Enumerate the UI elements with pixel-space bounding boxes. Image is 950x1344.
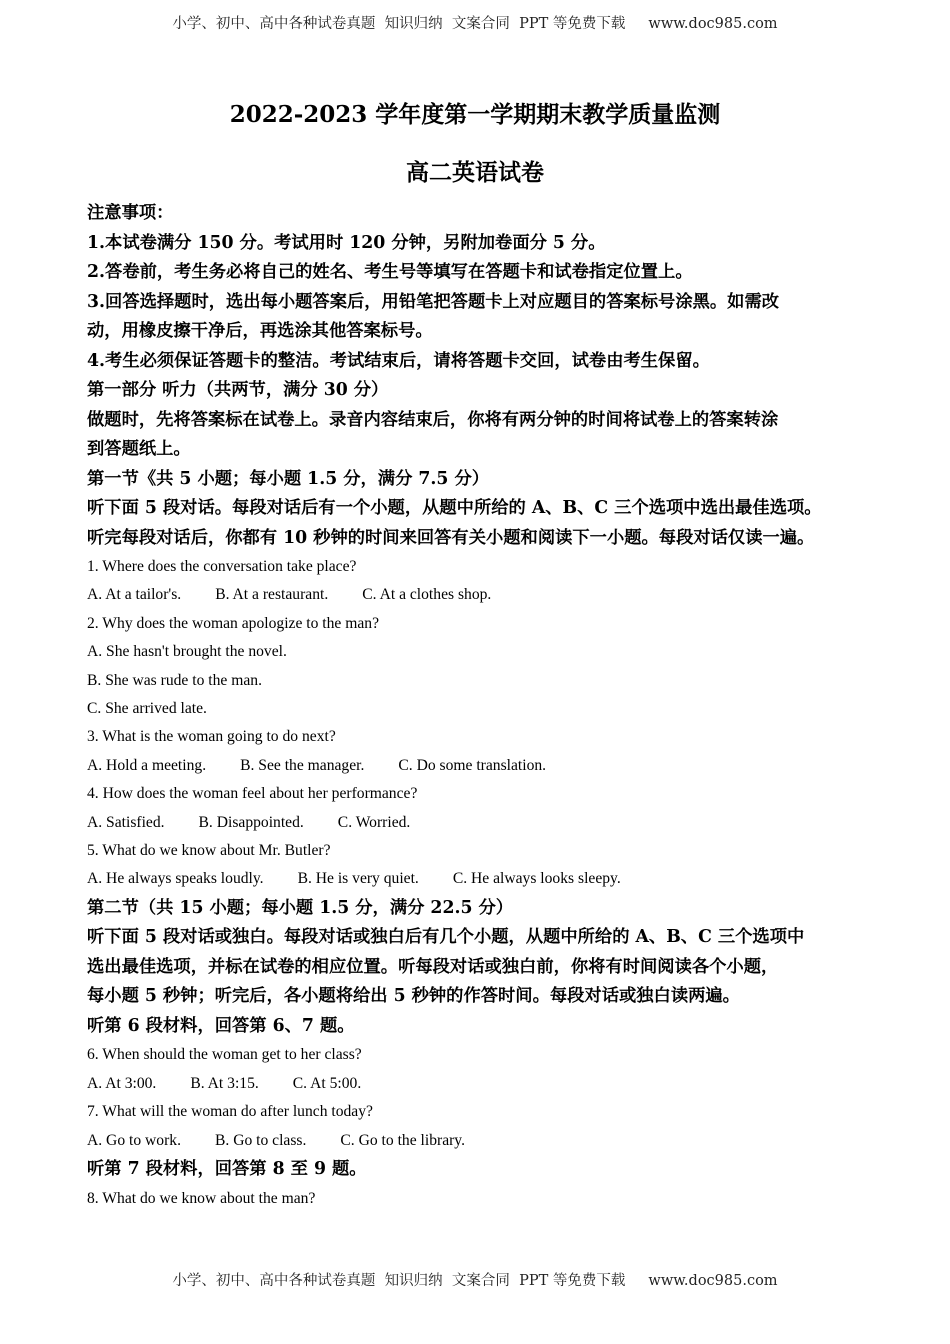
material-6-heading: 听第 6 段材料，回答第 6、7 题。	[87, 1015, 355, 1036]
section2-heading: 第二节（共 15 小题；每小题 1.5 分，满分 22.5 分）	[87, 897, 514, 918]
exam-subtitle: 高二英语试卷	[406, 159, 544, 186]
note-1: 1.本试卷满分 150 分。考试用时 120 分钟，另附加卷面分 5 分。	[87, 232, 606, 253]
option-b: B. Disappointed.	[198, 813, 304, 831]
section1-instruction-b: 听完每段对话后，你都有 10 秒钟的时间来回答有关小题和阅读下一小题。每段对话仅读一遍。	[87, 527, 815, 548]
option-b: B. She was rude to the man.	[87, 671, 262, 689]
question-6: 6. When should the woman get to her class?	[87, 1046, 362, 1064]
note-4: 4.考生必须保证答题卡的整洁。考试结束后，请将答题卡交回，试卷由考生保留。	[87, 350, 710, 371]
question-4: 4. How does the woman feel about her performance?	[87, 785, 418, 803]
section2-instruction-c: 每小题 5 秒钟；听完后，各小题将给出 5 秒钟的作答时间。每段对话或独白读两遍。	[87, 986, 740, 1007]
note-3a: 3.回答选择题时，选出每小题答案后，用铅笔把答题卡上对应题目的答案标号涂黑。如需改	[87, 291, 780, 312]
option-a: A. At a tailor's.	[87, 586, 182, 604]
part1-heading: 第一部分 听力（共两节，满分 30 分）	[87, 380, 389, 400]
part1-instruction-b: 到答题纸上。	[87, 439, 191, 459]
section1-instruction-a: 听下面 5 段对话。每段对话后有一个小题，从题中所给的 A、B、C 三个选项中选出最佳选项。	[87, 498, 822, 518]
option-a: A. Hold a meeting.	[87, 756, 207, 774]
question-3-options	[87, 752, 877, 780]
option-c: C. At 5:00.	[292, 1074, 362, 1092]
exam-title: 2022-2023 学年度第一学期期末教学质量监测	[229, 101, 721, 128]
material-7-heading: 听第 7 段材料，回答第 8 至 9 题。	[87, 1159, 367, 1179]
option-a: A. Go to work.	[87, 1131, 181, 1149]
question-8: 8. What do we know about the man?	[87, 1189, 316, 1207]
section2-instruction-a: 听下面 5 段对话或独白。每段对话或独白后有几个小题，从题中所给的 A、B、C 三个选项中	[87, 927, 805, 948]
question-3: 3. What is the woman going to do next?	[87, 728, 336, 746]
part1-instruction-a: 做题时，先将答案标在试卷上。录音内容结束后，你将有两分钟的时间将试卷上的答案转涂	[87, 409, 779, 430]
option-c: C. He always looks sleepy.	[452, 870, 621, 888]
option-c: C. At a clothes shop.	[362, 586, 492, 604]
question-7: 7. What will the woman do after lunch today?	[87, 1103, 373, 1121]
notes-heading: 注意事项：	[87, 203, 174, 223]
question-5: 5. What do we know about Mr. Butler?	[87, 842, 331, 860]
option-c: C. Do some translation.	[398, 756, 547, 774]
question-2: 2. Why does the woman apologize to the man?	[87, 614, 380, 632]
option-a: A. He always speaks loudly.	[87, 870, 264, 888]
note-2: 2.答卷前，考生务必将自己的姓名、考生号等填写在答题卡和试卷指定位置上。	[87, 262, 693, 282]
question-6-options	[87, 1070, 877, 1098]
section1-heading: 第一节《共 5 小题；每小题 1.5 分，满分 7.5 分）	[87, 468, 490, 489]
option-c: C. Worried.	[337, 813, 411, 831]
option-c: C. Go to the library.	[340, 1131, 465, 1149]
question-1-options	[87, 581, 877, 609]
option-b: B. See the manager.	[240, 756, 365, 774]
option-b: B. At 3:15.	[190, 1074, 259, 1092]
option-a: A. She hasn't brought the novel.	[87, 643, 287, 661]
option-b: B. He is very quiet.	[297, 870, 419, 888]
note-3b: 动，用橡皮擦干净后，再选涂其他答案标号。	[87, 321, 433, 341]
question-5-options	[87, 865, 877, 893]
header-banner: 小学、初中、高中各种试卷真题 知识归纳 文案合同 PPT 等免费下载 www.doc985.com	[172, 16, 778, 32]
exam-body	[87, 199, 877, 1213]
option-b: B. Go to class.	[215, 1131, 307, 1149]
footer-banner: 小学、初中、高中各种试卷真题 知识归纳 文案合同 PPT 等免费下载 www.doc985.com	[172, 1273, 778, 1289]
option-b: B. At a restaurant.	[215, 586, 329, 604]
question-4-options	[87, 809, 877, 837]
question-7-options	[87, 1127, 877, 1155]
option-a: A. At 3:00.	[87, 1074, 157, 1092]
section2-instruction-b: 选出最佳选项，并标在试卷的相应位置。听每段对话或独白前，你将有时间阅读各个小题，	[87, 956, 779, 977]
question-1: 1. Where does the conversation take place?	[87, 558, 357, 575]
option-c: C. She arrived late.	[87, 700, 207, 718]
option-a: A. Satisfied.	[87, 813, 165, 831]
